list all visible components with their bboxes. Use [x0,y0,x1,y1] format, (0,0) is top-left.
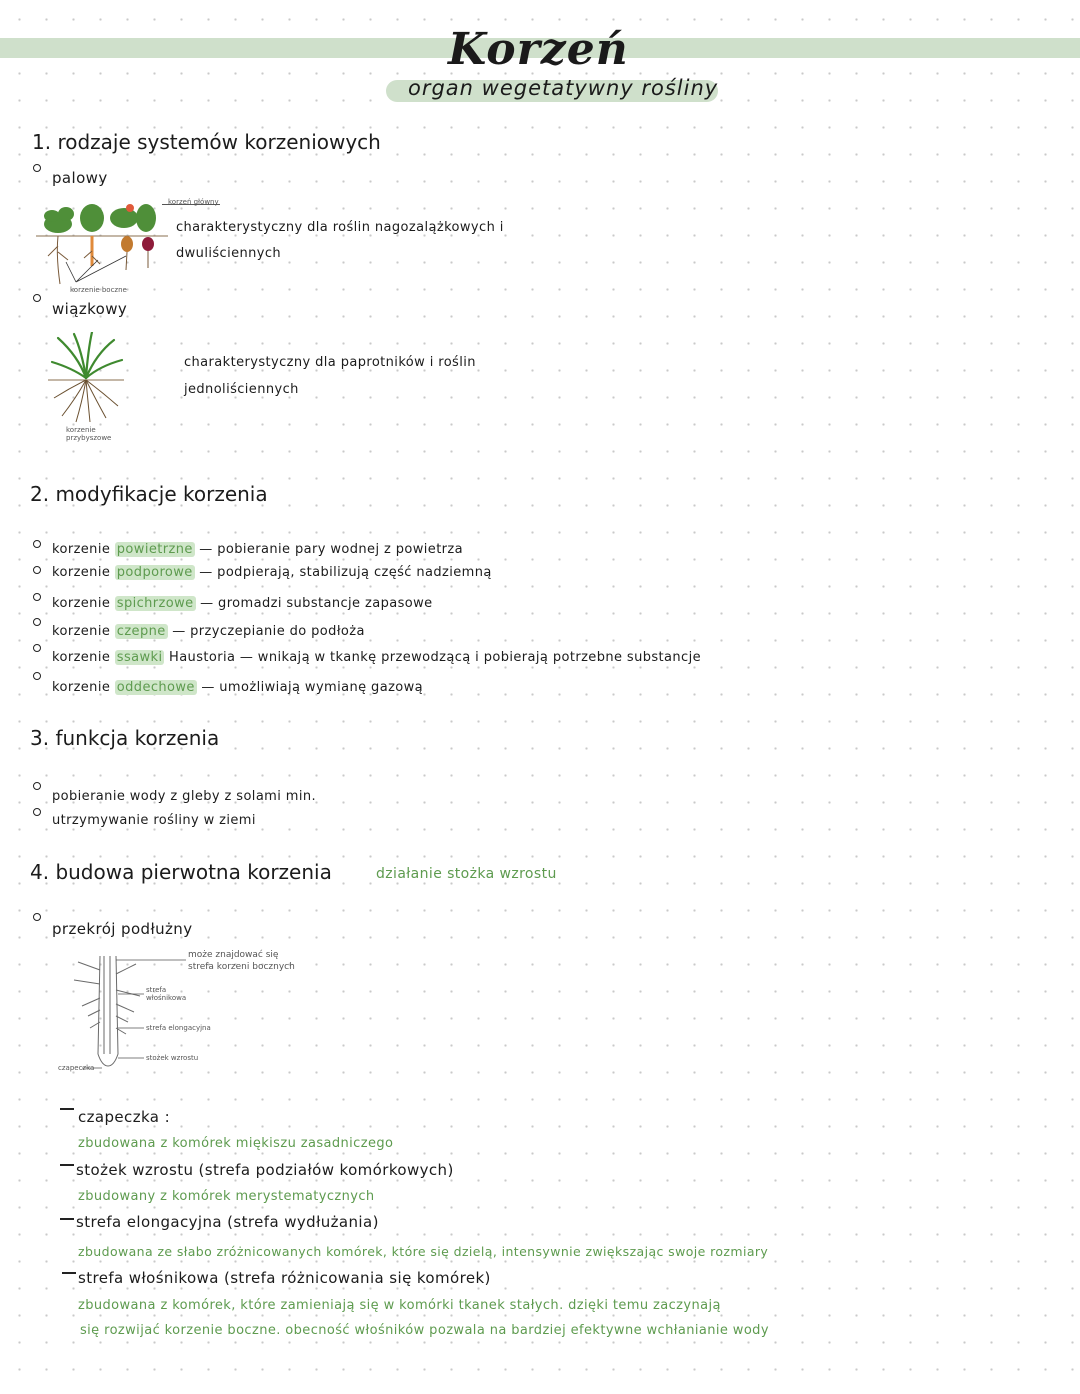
section1-heading: 1. rodzaje systemów korzeniowych [32,130,381,154]
modification-item [52,542,463,557]
modification-term: powietrzne [116,542,193,557]
page-subtitle: organ wegetatywny rośliny [408,76,719,100]
part-desc-line1: zbudowana z komórek, które zamieniają się w komórki tkanek stałych. dzięki temu zaczynają [78,1298,721,1313]
dash-bullet [62,1272,76,1274]
diagram-label-hair-2: włośnikowa [146,994,187,1002]
diagram-label-lateral-1: może znajdować się [188,950,279,960]
label-adventitious-roots: korzenie przybyszowe [66,426,112,442]
modification-desc: Haustoria — wnikają w tkankę przewodzącą i pobierają potrzebne substancje [169,650,702,665]
dash: — [200,596,219,611]
function-item: pobieranie wody z gleby z solami min. [52,789,317,804]
bullet [33,164,41,172]
bullet [33,566,41,574]
diagram-label-hair-1: strefa [146,986,167,994]
part-title: strefa elongacyjna (strefa wydłużania) [76,1213,379,1231]
bullet [33,618,41,626]
modification-desc: przyczepianie do podłoża [190,624,365,639]
part-desc: zbudowana ze słabo zróżnicowanych komórek, które się dzielą, intensywnie zwiększając swoje rozmiary [78,1244,769,1259]
part-desc-line2: się rozwijać korzenie boczne. obecność włośników pozwala na bardziej efektywne wchłanianie wody [80,1323,769,1338]
modification-desc: pobieranie pary wodnej z powietrza [217,542,464,557]
modification-prefix: korzenie [52,596,111,611]
modification-prefix: korzenie [52,650,111,665]
modification-prefix: korzenie [52,542,111,557]
part-title: czapeczka : [78,1108,171,1126]
modification-desc: gromadzi substancje zapasowe [218,596,433,611]
part-title: stożek wzrostu (strefa podziałów komórkowych) [76,1161,454,1179]
tap-root-illustration [36,196,168,288]
part-title: strefa włośnikowa (strefa różnicowania się komórek) [78,1269,491,1287]
page-title: Korzeń [448,24,629,75]
modification-desc: umożliwiają wymianę gazową [219,680,424,695]
section4-subheading: działanie stożka wzrostu [376,866,557,882]
modification-desc: podpierają, stabilizują część nadziemną [217,565,492,580]
section4-heading: 4. budowa pierwotna korzenia [30,860,332,884]
bullet [33,593,41,601]
modification-term: czepne [116,624,166,639]
diagram-label-apex: stożek wzrostu [146,1054,199,1062]
bullet [33,782,41,790]
part-desc: zbudowana z komórek miękiszu zasadniczego [78,1136,394,1151]
label-main-root: korzeń główny [168,198,219,206]
tap-root-desc-line2: dwuliściennych [176,246,282,261]
part-desc: zbudowany z komórek merystematycznych [78,1189,375,1204]
dash: — [172,624,191,639]
fibrous-root-desc-line2: jednoliściennych [184,382,299,397]
modification-item [52,680,423,695]
bullet [33,808,41,816]
modification-prefix: korzenie [52,680,111,695]
modification-item [52,596,433,611]
modification-item [52,624,365,639]
modification-term: ssawki [116,650,163,665]
dash: — [201,680,220,695]
modification-prefix: korzenie [52,565,111,580]
bullet [33,672,41,680]
dash-bullet [60,1218,74,1220]
diagram-label-elongation: strefa elongacyjna [146,1024,211,1032]
section2-heading: 2. modyfikacje korzenia [30,482,268,506]
dash-bullet [60,1108,74,1110]
modification-item [52,650,701,665]
function-item: utrzymywanie rośliny w ziemi [52,813,256,828]
bullet [33,540,41,548]
modification-term: oddechowe [116,680,195,695]
modification-term: podporowe [116,565,193,580]
dash: — [199,565,218,580]
modification-prefix: korzenie [52,624,111,639]
bullet [33,294,41,302]
section3-heading: 3. funkcja korzenia [30,726,220,750]
bullet [33,644,41,652]
section4-bullet: przekrój podłużny [52,920,193,938]
fibrous-root-illustration [48,332,124,424]
dash: — [199,542,218,557]
diagram-label-cap: czapeczka [58,1064,95,1072]
fibrous-root-name: wiązkowy [52,300,128,318]
tap-root-name: palowy [52,169,108,187]
label-side-roots: korzenie boczne [70,286,127,294]
modification-item [52,565,492,580]
bullet [33,913,41,921]
fibrous-root-desc-line1: charakterystyczny dla paprotników i roślin [184,355,476,370]
diagram-label-lateral-2: strefa korzeni bocznych [188,962,295,972]
dash-bullet [60,1164,74,1166]
modification-term: spichrzowe [116,596,194,611]
tap-root-desc-line1: charakterystyczny dla roślin nagozalążkowych i [176,220,504,235]
